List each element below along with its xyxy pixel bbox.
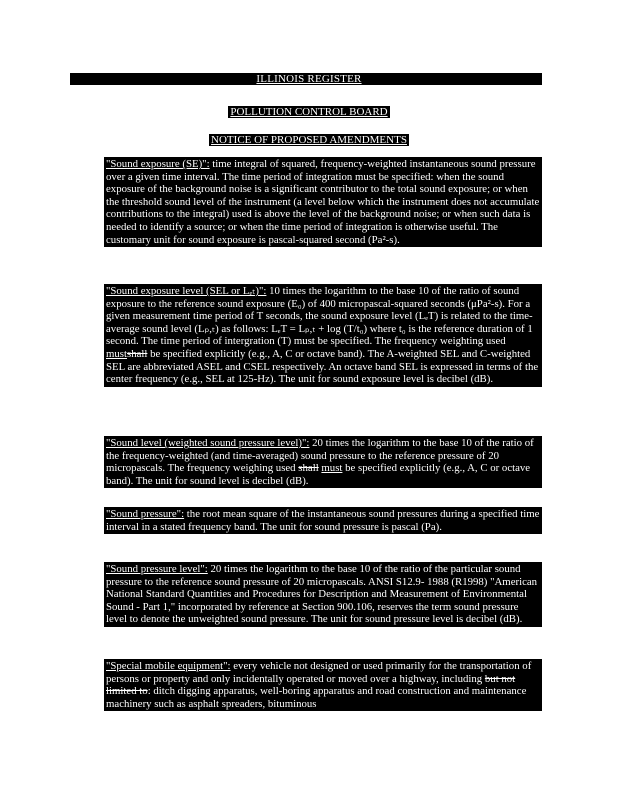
definition-body: 20 times the logarithm to the base 10 of the ratio of the frequency-weighted (and time-averaged) sound pressure to the reference pressure of 20 micropascals. The frequency weighing used <box>106 437 534 475</box>
definition-body-continued: : ditch digging apparatus, well-boring apparatus and road construction and maintenance machinery such as asphalt spreaders, bituminous <box>106 685 527 710</box>
definition-sound-exposure <box>104 157 542 247</box>
definition-term: "Special mobile equipment": <box>106 660 231 672</box>
definition-special-mobile-equipment <box>104 659 542 711</box>
definition-body-continued: be specified explicitly (e.g., A, C or octave band). The A-weighted SEL and C-weighted SEL are abbreviated ASEL and CSEL respectively. An octave band SEL is expressed in terms of the center frequency (e.g., SEL at 125-Hz). The unit for sound exposure level is decibel (dB). <box>106 347 539 386</box>
notice-title-row <box>0 130 618 148</box>
definition-sound-level <box>104 436 542 488</box>
definition-body-continued: be specified explicitly (e.g., A, C or octave band). The unit for sound level is decibel (dB). <box>106 462 531 487</box>
definition-term: "Sound exposure (SE)": <box>106 158 210 170</box>
definition-term: "Sound pressure level": <box>106 563 208 575</box>
definition-body: time integral of squared, frequency-weighted instantaneous sound pressure over a given time interval. The time period of integration must be specified: when the sound exposure of the background noise is a significant contributor to the total sound exposure; or when the threshold sound level of the instrument (a level below which the instrument does not accumulate contributions to the integral) used is above the level of the background noise; or when such data is needed to identify a source; or when the time period of integration is otherwise useful. The customary unit for sound exposure is pascal-squared second (Pa²-s). <box>106 158 540 246</box>
board-title-row <box>0 102 618 120</box>
definition-term: "Sound pressure": <box>106 508 185 520</box>
definition-sound-pressure-level <box>104 562 542 627</box>
definition-body: the root mean square of the instantaneous sound pressures during a specified time interval in a stated frequency band. The unit for sound pressure is pascal (Pa). <box>106 508 540 533</box>
definition-body: every vehicle not designed or used primarily for the transportation of persons or property and only incidentally operated or moved over a highway, including <box>106 660 532 685</box>
notice-title: NOTICE OF PROPOSED AMENDMENTS <box>211 134 407 146</box>
deleted-text: but not limited to <box>106 672 516 698</box>
board-title: POLLUTION CONTROL BOARD <box>230 106 388 118</box>
definition-body: 20 times the logarithm to the base 10 of the ratio of the particular sound pressure to the reference sound pressure of 20 micropascals. ANSI S12.9- 1988 (R1998) "American National Standard Quantities and Procedures for Description and Measurement of Environmental Sound - Part 1," incorporated by reference at Section 900.106, reserves the term sound pressure level to denote the unweighted sound pressure. The unit for sound pressure level is decibel (dB). <box>106 563 538 626</box>
definition-body: 10 times the logarithm to the base 10 of the ratio of sound exposure to the reference sound exposure (E₀) of 400 micropascal-squared seconds (μPa²-s). For a given measurement time period of T seconds, the sound exposure level (LₑT) is related to the time-average sound level (Lₚ,ₜ) as follows: LₑT = Lₚ,ₜ + log (T/t₀) where t₀ is the reference duration of 1 second. The time period of intergration (T) must be specified. The frequency weighting used <box>106 285 533 348</box>
definition-term: "Sound level (weighted sound pressure level)": <box>106 437 310 449</box>
inserted-text: must <box>106 347 127 360</box>
inserted-text: must <box>321 462 343 475</box>
register-title: ILLINOIS REGISTER <box>256 73 362 85</box>
deleted-text: shall <box>127 347 148 360</box>
definition-sound-exposure-level <box>104 284 542 387</box>
definition-sound-pressure <box>104 507 542 534</box>
definition-term: "Sound exposure level (SEL or Lₑₜ)": <box>106 285 267 297</box>
deleted-text: shall <box>298 462 319 475</box>
